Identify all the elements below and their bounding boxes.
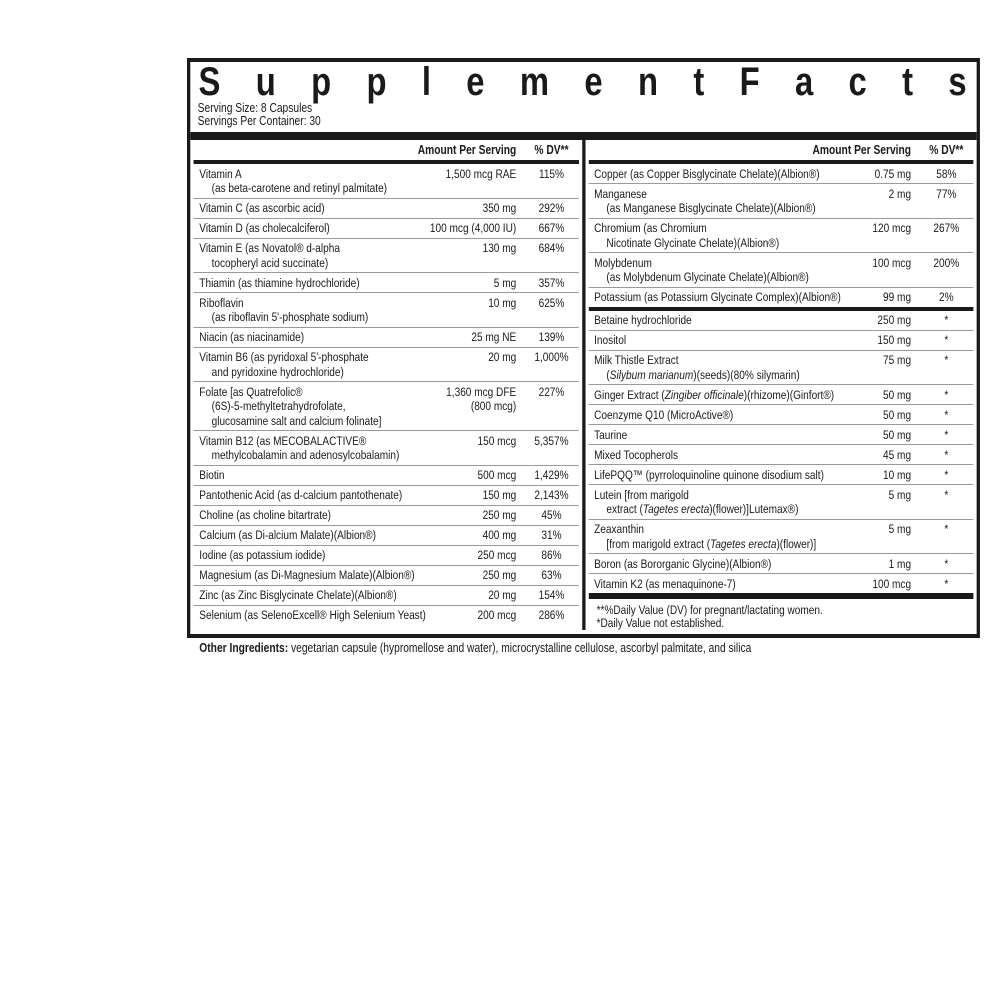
amount-per-serving: 75 mg (883, 353, 912, 367)
daily-value: * (944, 353, 949, 367)
amount-per-serving: 45 mg (883, 447, 912, 462)
nutrient-row (588, 465, 973, 485)
nutrient-row (588, 425, 973, 445)
nutrient-name: Niacin (as niacinamide) (199, 330, 305, 344)
amount-per-serving: 250 mg (877, 313, 912, 327)
right-nutrient-list (588, 164, 973, 593)
nutrient-row (194, 486, 579, 506)
daily-value: * (944, 387, 949, 402)
nutrient-row (194, 199, 579, 219)
daily-value: * (944, 556, 949, 571)
daily-value: 45% (541, 508, 562, 522)
daily-value: 292% (538, 201, 565, 215)
title-letter: S (198, 60, 221, 104)
amount-per-serving: 5 mg (493, 275, 517, 290)
amount-per-serving: 150 mg (482, 488, 517, 502)
nutrient-row (588, 288, 973, 311)
amount-per-serving: 5 mg (888, 487, 912, 502)
nutrient-row (194, 273, 579, 293)
daily-value: * (944, 407, 949, 422)
daily-value: 77% (936, 186, 957, 201)
daily-value: 2,143% (534, 488, 569, 502)
daily-value: 115% (538, 166, 565, 181)
amount-per-serving: 20 mg (488, 350, 517, 364)
nutrient-row (194, 566, 579, 586)
nutrient-row (588, 184, 973, 219)
dv-header: % DV** (929, 143, 964, 157)
nutrient-name: Thiamin (as thiamine hydrochloride) (199, 275, 360, 290)
nutrient-name: Zinc (as Zinc Bisglycinate Chelate)(Albion®) (199, 588, 397, 602)
title-letter: m (519, 60, 550, 104)
amount-per-serving: 150 mg (877, 333, 912, 347)
nutrient-row (588, 219, 973, 254)
daily-value: * (944, 333, 949, 347)
nutrient-name: Magnesium (as Di-Magnesium Malate)(Albion®) (199, 568, 415, 582)
amount-per-serving: 50 mg (883, 387, 912, 402)
nutrient-row (588, 311, 973, 331)
nutrient-row (194, 328, 579, 348)
nutrient-row (194, 431, 579, 466)
nutrient-row (588, 351, 973, 386)
title-letter: t (693, 60, 705, 104)
nutrient-row (588, 331, 973, 351)
daily-value: 2% (939, 290, 954, 304)
panel-title (190, 62, 976, 102)
nutrient-name: Selenium (as SelenoExcell® High Selenium Yeast) (199, 608, 426, 622)
footnotes (588, 599, 973, 630)
daily-value: 1,429% (534, 468, 569, 482)
servings-per-container: Servings Per Container: 30 (197, 114, 321, 128)
amount-per-serving: 250 mg (482, 568, 517, 582)
title-letter: t (902, 60, 914, 104)
daily-value: * (944, 313, 949, 327)
footnote-dv: **%Daily Value (DV) for pregnant/lactating women. (596, 603, 823, 617)
daily-value: 267% (933, 221, 960, 235)
amount-per-serving: 25 mg NE (471, 330, 517, 344)
nutrient-row (588, 554, 973, 574)
nutrient-name: Copper (as Copper Bisglycinate Chelate)(Albion®) (594, 166, 820, 181)
supplement-label (187, 58, 980, 656)
footnote-not-established: *Daily Value not established. (596, 616, 725, 630)
daily-value: 1,000% (534, 350, 569, 364)
amount-per-serving: 1 mg (888, 556, 912, 571)
nutrient-row (194, 526, 579, 546)
column-header (194, 140, 579, 164)
amount-per-serving: 250 mg (482, 508, 517, 522)
column-header (588, 140, 973, 164)
nutrient-row (194, 606, 579, 625)
nutrient-name: Potassium (as Potassium Glycinate Complex)(Albion®) (594, 290, 841, 304)
amount-per-serving: 1,360 mcg DFE (800 mcg) (446, 384, 517, 413)
daily-value: 227% (538, 384, 565, 399)
nutrient-row (194, 546, 579, 566)
amount-per-serving: 50 mg (883, 407, 912, 422)
daily-value: * (944, 487, 949, 502)
amount-per-serving: 10 mg (883, 467, 912, 482)
daily-value: 139% (538, 330, 565, 344)
nutrient-row (588, 485, 973, 520)
amount-per-serving: 5 mg (888, 522, 912, 536)
title-letter: s (948, 60, 967, 104)
amount-per-serving: 10 mg (488, 295, 517, 310)
other-ingredients-label: Other Ingredients: (199, 641, 289, 655)
header-bar (190, 132, 976, 140)
nutrient-row (194, 466, 579, 486)
amount-per-serving: 350 mg (482, 201, 517, 215)
nutrient-name: Vitamin E (as Novatol® d-alpha tocopheryl acid succinate) (199, 241, 340, 270)
supplement-facts-panel (187, 58, 980, 638)
nutrient-name: Vitamin B6 (as pyridoxal 5'-phosphate and pyridoxine hydrochloride) (199, 350, 369, 379)
amount-per-serving: 200 mcg (477, 608, 517, 622)
amount-per-serving: 0.75 mg (874, 166, 912, 181)
nutrient-name: Milk Thistle Extract (Silybum marianum)(seeds)(80% silymarin) (594, 353, 800, 382)
nutrient-name: Molybdenum (as Molybdenum Glycinate Chelate)(Albion®) (594, 255, 809, 284)
title-letter: e (584, 60, 603, 104)
left-column (194, 140, 579, 630)
amount-per-serving: 100 mcg (4,000 IU) (429, 221, 517, 235)
daily-value: 31% (541, 528, 562, 542)
dv-header: % DV** (534, 143, 569, 157)
title-letter: c (848, 60, 867, 104)
nutrient-name: Coenzyme Q10 (MicroActive®) (594, 407, 734, 422)
nutrient-name: LifePQQ™ (pyrroloquinoline quinone disodium salt) (594, 467, 824, 482)
daily-value: 86% (541, 548, 562, 562)
daily-value: 357% (538, 275, 565, 290)
daily-value: 286% (538, 608, 565, 622)
nutrient-name: Vitamin B12 (as MECOBALACTIVE® methylcobalamin and adenosylcobalamin) (199, 433, 400, 462)
amount-header: Amount Per Serving (812, 143, 912, 157)
amount-per-serving: 500 mcg (477, 468, 517, 482)
amount-per-serving: 250 mcg (477, 548, 517, 562)
serving-size: Serving Size: 8 Capsules (197, 101, 313, 115)
amount-per-serving: 150 mcg (477, 433, 517, 448)
nutrient-row (194, 239, 579, 274)
amount-per-serving: 100 mcg (872, 255, 912, 270)
amount-header: Amount Per Serving (417, 143, 517, 157)
nutrient-row (588, 385, 973, 405)
title-letter: a (794, 60, 814, 104)
nutrient-name: Betaine hydrochloride (594, 313, 692, 327)
daily-value: 200% (933, 255, 960, 270)
daily-value: 625% (538, 295, 565, 310)
daily-value: 58% (936, 166, 957, 181)
nutrient-row (194, 586, 579, 606)
daily-value: 684% (538, 241, 565, 255)
nutrient-name: Inositol (594, 333, 627, 347)
nutrient-row (194, 164, 579, 199)
nutrient-name: Zeaxanthin [from marigold extract (Tagetes erecta)(flower)] (594, 522, 817, 551)
nutrient-name: Chromium (as Chromium Nicotinate Glycinate Chelate)(Albion®) (594, 221, 780, 250)
nutrient-name: Mixed Tocopherols (594, 447, 679, 462)
daily-value: * (944, 427, 949, 442)
nutrient-name: Folate [as Quatrefolic® (6S)-5-methyltetrahydrofolate, glucosamine salt and calcium folinate] (199, 384, 382, 428)
nutrient-name: Ginger Extract (Zingiber officinale)(rhizome)(Ginfort®) (594, 387, 835, 402)
nutrient-row (588, 405, 973, 425)
right-column (588, 140, 973, 630)
nutrient-row (194, 382, 579, 431)
nutrient-row (194, 348, 579, 383)
nutrient-name: Boron (as Bororganic Glycine)(Albion®) (594, 556, 772, 571)
other-ingredients (187, 638, 980, 656)
amount-per-serving: 100 mcg (872, 576, 912, 591)
amount-per-serving: 2 mg (888, 186, 912, 201)
title-letter: p (366, 60, 387, 104)
daily-value: * (944, 576, 949, 591)
daily-value: * (944, 447, 949, 462)
amount-per-serving: 120 mcg (872, 221, 912, 235)
column-divider (582, 140, 585, 630)
daily-value: 63% (541, 568, 562, 582)
nutrient-name: Vitamin C (as ascorbic acid) (199, 201, 325, 215)
amount-per-serving: 400 mg (482, 528, 517, 542)
nutrient-name: Vitamin D (as cholecalciferol) (199, 221, 330, 235)
title-letter: n (637, 60, 659, 104)
amount-per-serving: 130 mg (482, 241, 517, 255)
nutrient-name: Vitamin K2 (as menaquinone-7) (594, 576, 736, 591)
nutrient-name: Iodine (as potassium iodide) (199, 548, 326, 562)
nutrient-name: Pantothenic Acid (as d-calcium pantothenate) (199, 488, 403, 502)
amount-per-serving: 99 mg (883, 290, 912, 304)
nutrient-name: Manganese (as Manganese Bisglycinate Chelate)(Albion®) (594, 186, 816, 215)
nutrient-row (194, 219, 579, 239)
title-letter: F (739, 60, 760, 104)
nutrient-name: Taurine (594, 427, 628, 442)
title-letter: e (466, 60, 485, 104)
nutrient-row (588, 574, 973, 593)
nutrient-row (194, 293, 579, 328)
nutrient-name: Riboflavin (as riboflavin 5'-phosphate sodium) (199, 295, 369, 324)
nutrient-row (588, 445, 973, 465)
title-letter: u (255, 60, 276, 104)
nutrient-row (588, 164, 973, 184)
nutrient-row (588, 253, 973, 288)
nutrient-name: Lutein [from marigold extract (Tagetes erecta)(flower)]Lutemax®) (594, 487, 799, 516)
daily-value: 667% (538, 221, 565, 235)
amount-per-serving: 50 mg (883, 427, 912, 442)
nutrient-name: Biotin (199, 468, 225, 482)
nutrient-row (588, 520, 973, 555)
nutrient-name: Calcium (as Di-alcium Malate)(Albion®) (199, 528, 376, 542)
amount-per-serving: 20 mg (488, 588, 517, 602)
nutrient-row (194, 506, 579, 526)
daily-value: 154% (538, 588, 565, 602)
daily-value: 5,357% (534, 433, 569, 448)
title-letter: l (421, 60, 431, 104)
amount-per-serving: 1,500 mcg RAE (445, 166, 517, 181)
title-letter: p (311, 60, 332, 104)
daily-value: * (944, 467, 949, 482)
nutrient-name: Choline (as choline bitartrate) (199, 508, 332, 522)
daily-value: * (944, 522, 949, 536)
nutrient-name: Vitamin A (as beta-carotene and retinyl palmitate) (199, 166, 388, 195)
left-nutrient-list (194, 164, 579, 625)
other-ingredients-text: vegetarian capsule (hypromellose and water), microcrystalline cellulose, ascorbyl palmitate, and silica (288, 641, 752, 655)
